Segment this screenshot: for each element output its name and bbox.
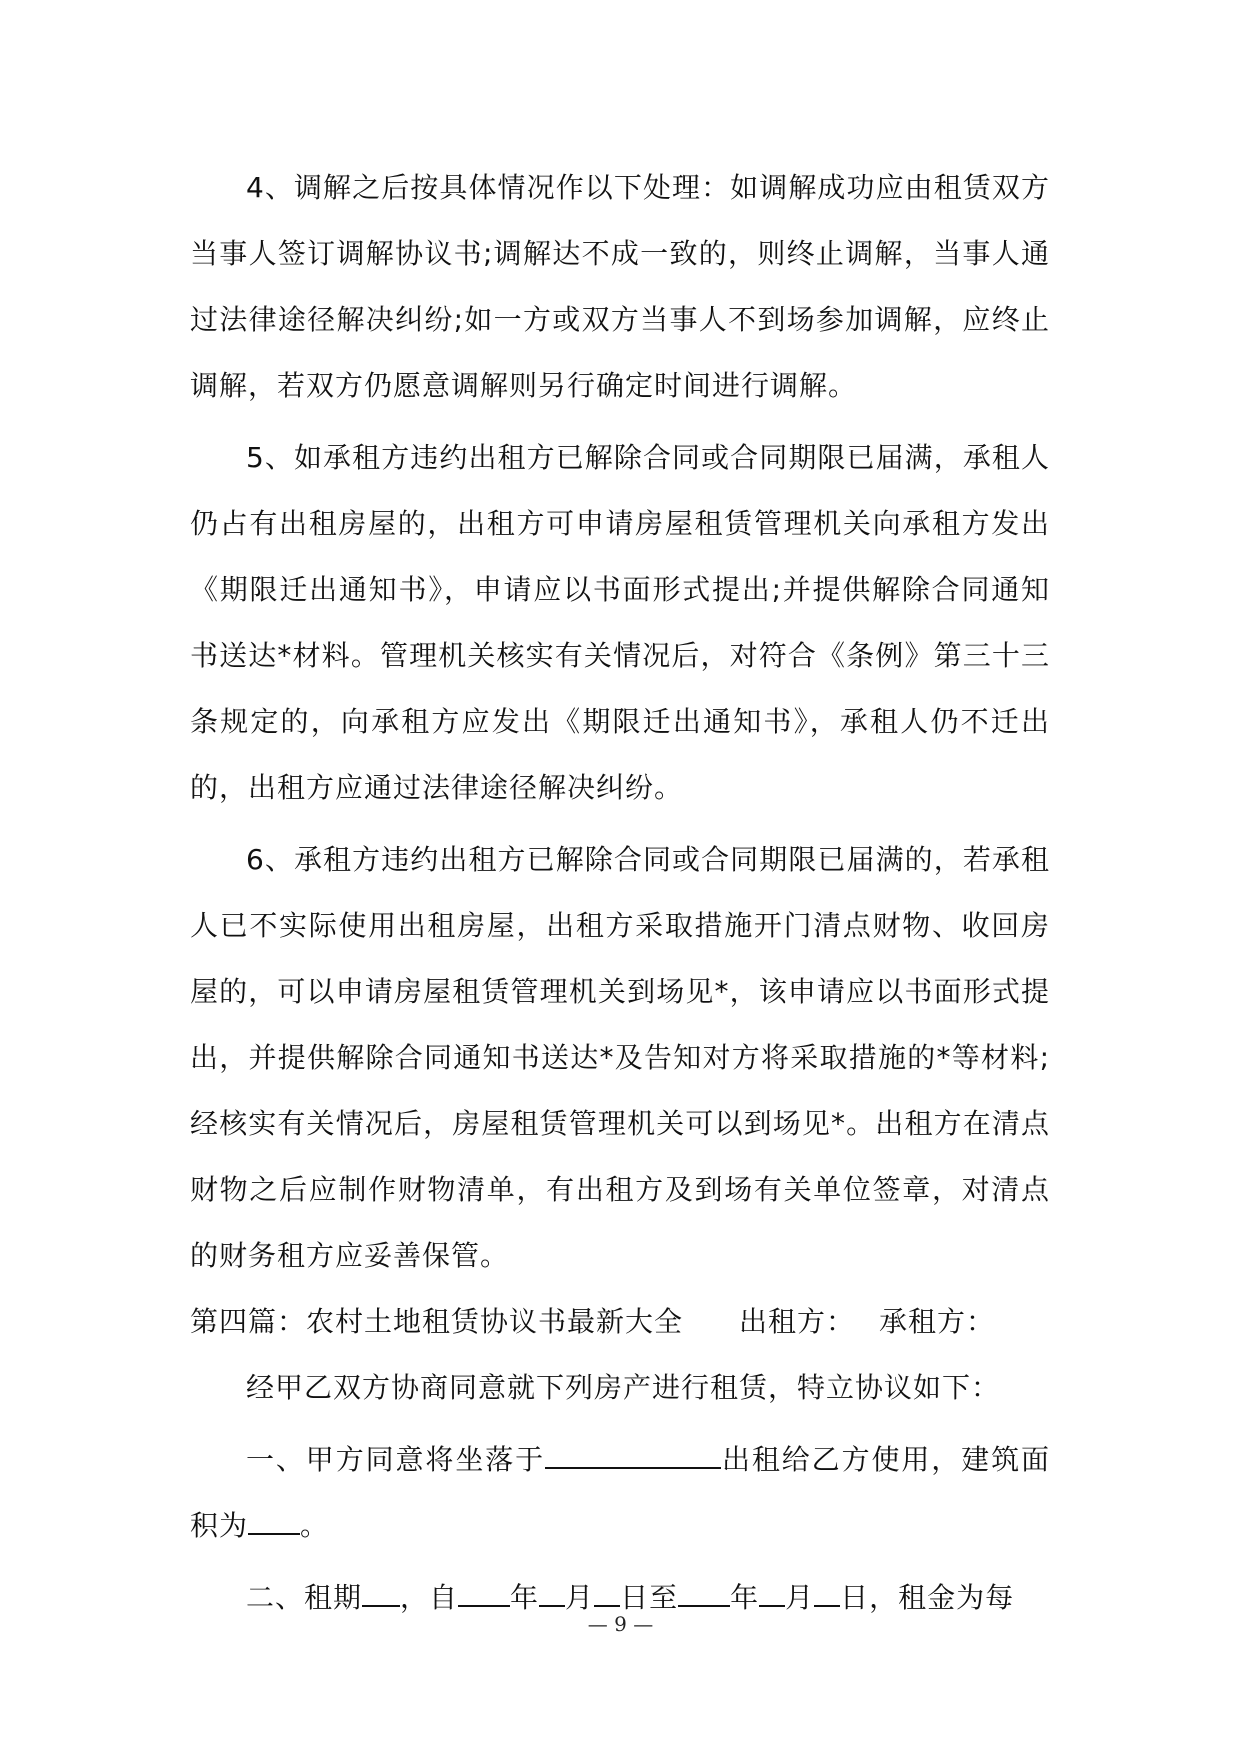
- clause-2-text-b: ，自: [400, 1581, 459, 1614]
- start-month-blank: [539, 1575, 565, 1607]
- clause-2-day-2: 日，租金为每: [840, 1581, 1015, 1614]
- clause-2-month-2: 月: [785, 1581, 815, 1614]
- clause-1: [190, 1427, 1050, 1559]
- clause-2-year-1: 年: [510, 1581, 540, 1614]
- clause-2-year-2: 年: [730, 1581, 760, 1614]
- start-day-blank: [594, 1575, 620, 1607]
- clause-1-text-c: 。: [300, 1509, 330, 1542]
- clause-2-day-1: 日至: [620, 1581, 679, 1614]
- document-body: [190, 155, 1050, 1631]
- section-heading: [190, 1289, 1050, 1355]
- clause-1-text-a: 一、甲方同意将坐落于: [246, 1443, 546, 1476]
- lessee-label: 承租方：: [879, 1305, 996, 1338]
- end-day-blank: [814, 1575, 840, 1607]
- end-year-blank: [678, 1575, 730, 1607]
- start-year-blank: [458, 1575, 510, 1607]
- area-blank: [248, 1503, 300, 1535]
- clause-2-text-a: 二、租期: [246, 1581, 363, 1614]
- end-month-blank: [759, 1575, 785, 1607]
- paragraph-4: 4、调解之后按具体情况作以下处理：如调解成功应由租赁双方当事人签订调解协议书;调解达不成一致的，则终止调解，当事人通过法律途径解决纠纷;如一方或双方当事人不到场参加调解，应终止调解，若双方仍愿意调解则另行确定时间进行调解。: [190, 171, 1050, 402]
- agreement-intro: 经甲乙双方协商同意就下列房产进行租赁，特立协议如下：: [246, 1371, 1001, 1404]
- clause-1-text-b: 出租给乙方使用，建筑面积为: [190, 1443, 1050, 1542]
- paragraph-6: 6、承租方违约出租方已解除合同或合同期限已届满的，若承租人已不实际使用出租房屋，出租方采取措施开门清点财物、收回房屋的，可以申请房屋租赁管理机关到场见*，该申请应以书面形式提出，并提供解除合同通知书送达*及告知对方将采取措施的*等材料;经核实有关情况后，房屋租赁管理机关可以到场见*。出租方在清点财物之后应制作财物清单，有出租方及到场有关单位签章，对清点的财务租方应妥善保管。: [190, 843, 1050, 1272]
- location-blank: [545, 1437, 721, 1469]
- clause-2-month-1: 月: [565, 1581, 595, 1614]
- page-number: — 9 —: [587, 1612, 654, 1636]
- lessor-label: 出租方：: [739, 1305, 856, 1338]
- term-blank: [362, 1575, 400, 1607]
- paragraph-5: 5、如承租方违约出租方已解除合同或合同期限已届满，承租人仍占有出租房屋的，出租方可申请房屋租赁管理机关向承租方发出《期限迁出通知书》，申请应以书面形式提出;并提供解除合同通知书送达*材料。管理机关核实有关情况后，对符合《条例》第三十三条规定的，向承租方应发出《期限迁出通知书》，承租人仍不迁出的，出租方应通过法律途径解决纠纷。: [190, 441, 1050, 804]
- section-title: 第四篇：农村土地租赁协议书最新大全: [190, 1305, 684, 1338]
